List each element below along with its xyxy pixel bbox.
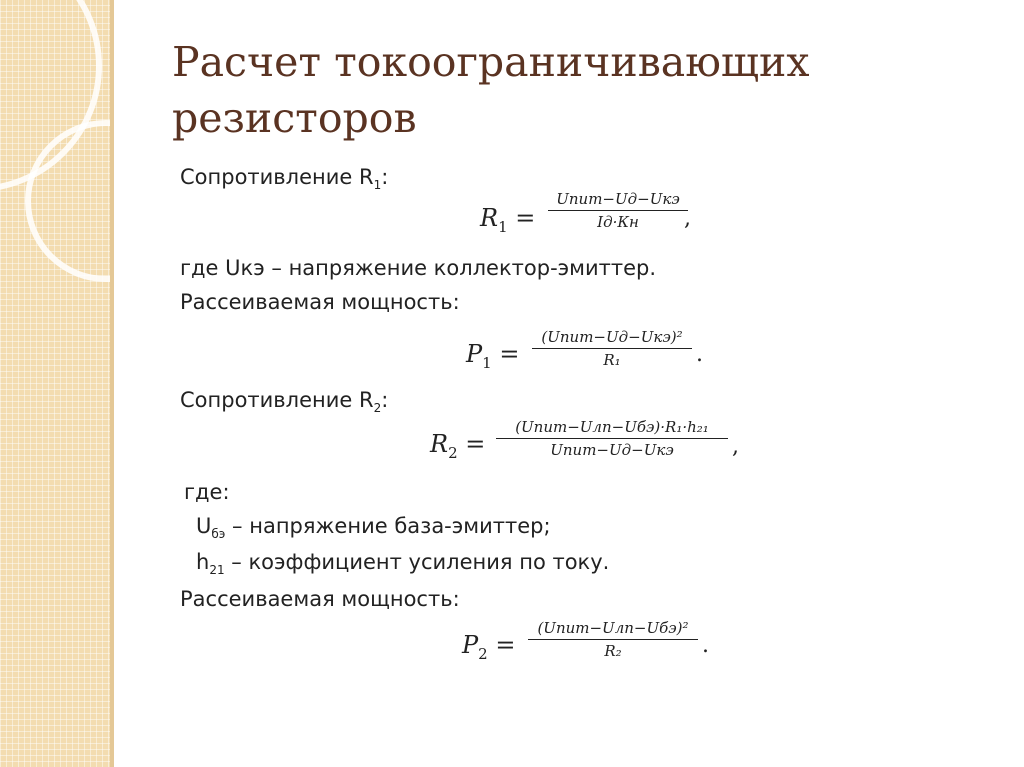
formula-r1-denominator: Iд·Кн	[597, 213, 639, 231]
formula-r2-punct: ,	[732, 434, 739, 459]
r1-label-colon: :	[381, 165, 389, 189]
formula-p1-punct: .	[696, 342, 703, 367]
ube-subscript: бэ	[211, 527, 226, 541]
r2-label-line	[180, 388, 388, 415]
formula-p1-numerator: (Uпит−Uд−Uкэ)²	[541, 328, 683, 346]
formula-r2-numerator: (Uпит−Uлп−Uбэ)·R₁·h₂₁	[515, 418, 709, 436]
formula-p2-numerator: (Uпит−Uлп−Uбэ)²	[537, 619, 689, 637]
r1-label-subscript: 1	[373, 178, 382, 192]
r1-label-text: Сопротивление R	[180, 165, 374, 189]
formula-p2-denominator: R₂	[604, 642, 622, 660]
h21-definition	[196, 550, 609, 577]
formula-r2-denominator: Uпит−Uд−Uкэ	[550, 441, 674, 459]
formula-p2-bar	[528, 639, 698, 640]
formula-p1-bar	[532, 348, 692, 349]
formula-r2-lhs: $R_2$ =	[430, 430, 486, 462]
where-label: где:	[184, 480, 230, 504]
formula-r1-fraction	[548, 190, 688, 231]
formula-p1-fraction	[532, 328, 692, 369]
formula-p2-lhs: $P_2$ =	[462, 631, 516, 663]
r2-label-colon: :	[381, 388, 389, 412]
r2-label-subscript: 2	[373, 401, 382, 415]
power2-label: Рассеиваемая мощность:	[180, 587, 460, 611]
formula-r1-bar	[548, 210, 688, 211]
decorative-side-panel	[0, 0, 110, 767]
formula-r1-numerator: Uпит−Uд−Uкэ	[556, 190, 680, 208]
formula-p2-punct: .	[702, 633, 709, 658]
formula-r1-lhs: $R_1$ =	[480, 204, 536, 236]
where-uke-text: где Uкэ – напряжение коллектор-эмиттер.	[180, 256, 657, 280]
ube-text: – напряжение база-эмиттер;	[225, 514, 551, 538]
formula-r2-fraction	[496, 418, 728, 459]
r2-label-text: Сопротивление R	[180, 388, 374, 412]
slide-title: Расчет токоограничивающих резисторов	[172, 38, 810, 142]
formula-p1-denominator: R₁	[603, 351, 621, 369]
side-panel-edge	[110, 0, 114, 767]
formula-p2-fraction	[528, 619, 698, 660]
formula-p1-lhs: $P_1$ =	[466, 340, 520, 372]
r1-label-line	[180, 165, 388, 192]
formula-r2-bar	[496, 438, 728, 439]
ube-definition	[196, 514, 551, 541]
ube-symbol: U	[196, 514, 212, 538]
formula-r1-punct: ,	[684, 206, 691, 231]
h21-text: – коэффициент усиления по току.	[224, 550, 610, 574]
h21-symbol: h	[196, 550, 210, 574]
h21-subscript: 21	[209, 563, 225, 577]
power1-label: Рассеиваемая мощность:	[180, 290, 460, 314]
